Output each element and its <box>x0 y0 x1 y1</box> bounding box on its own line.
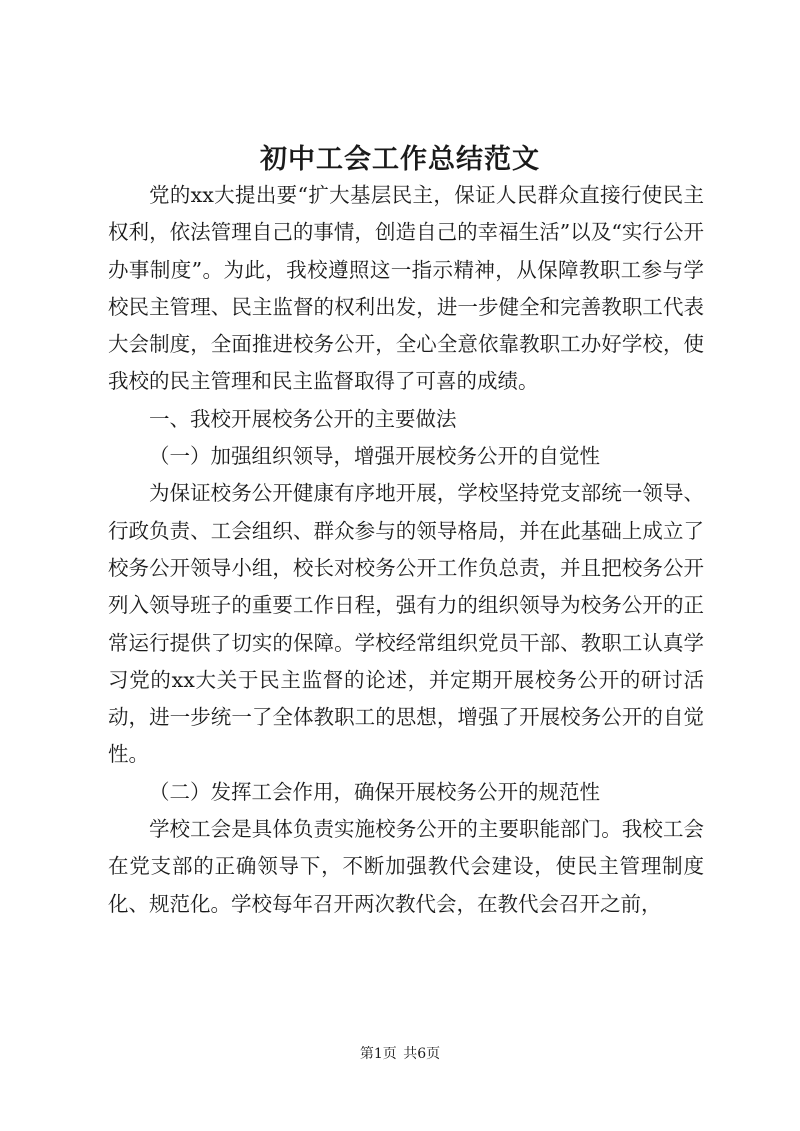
document-body <box>108 177 704 923</box>
subsection-heading-1: （一）加强组织领导，增强开展校务公开的自觉性 <box>149 444 600 469</box>
page-number: 第1页 <box>359 1046 397 1062</box>
paragraph-intro: 党的xx大提出要“扩大基层民主，保证人民群众直接行使民主权利，依法管理自己的事情，创造自己的幸福生活”以及“实行公开办事制度”。为此，我校遵照这一指示精神，从保障教职工参与学校民主管理、民主监督的权利出发，进一步健全和完善教职工代表大会制度，全面推进校务公开，全心全意依靠教职工办好学校，使我校的民主管理和民主监督取得了可喜的成绩。 <box>108 183 704 394</box>
page-total: 共6页 <box>403 1046 441 1062</box>
paragraph-union-role: 学校工会是具体负责实施校务公开的主要职能部门。我校工会在党支部的正确领导下，不断加强教代会建设，使民主管理制度化、规范化。学校每年召开两次教代会，在教代会召开之前， <box>108 817 704 916</box>
page-footer <box>0 1044 800 1064</box>
page-title: 初中工会工作总结范文 <box>260 144 540 175</box>
paragraph-organization: 为保证校务公开健康有序地开展，学校坚持党支部统一领导、行政负责、工会组织、群众参与的领导格局，并在此基础上成立了校务公开领导小组，校长对校务公开工作负总责，并且把校务公开列入领导班子的重要工作日程，强有力的组织领导为校务公开的正常运行提供了切实的保障。学校经常组织党员干部、教职工认真学习党的xx大关于民主监督的论述，并定期开展校务公开的研讨活动，进一步统一了全体教职工的思想，增强了开展校务公开的自觉性。 <box>108 481 704 767</box>
section-heading: 一、我校开展校务公开的主要做法 <box>149 406 457 431</box>
subsection-heading-2: （二）发挥工会作用，确保开展校务公开的规范性 <box>149 779 600 804</box>
